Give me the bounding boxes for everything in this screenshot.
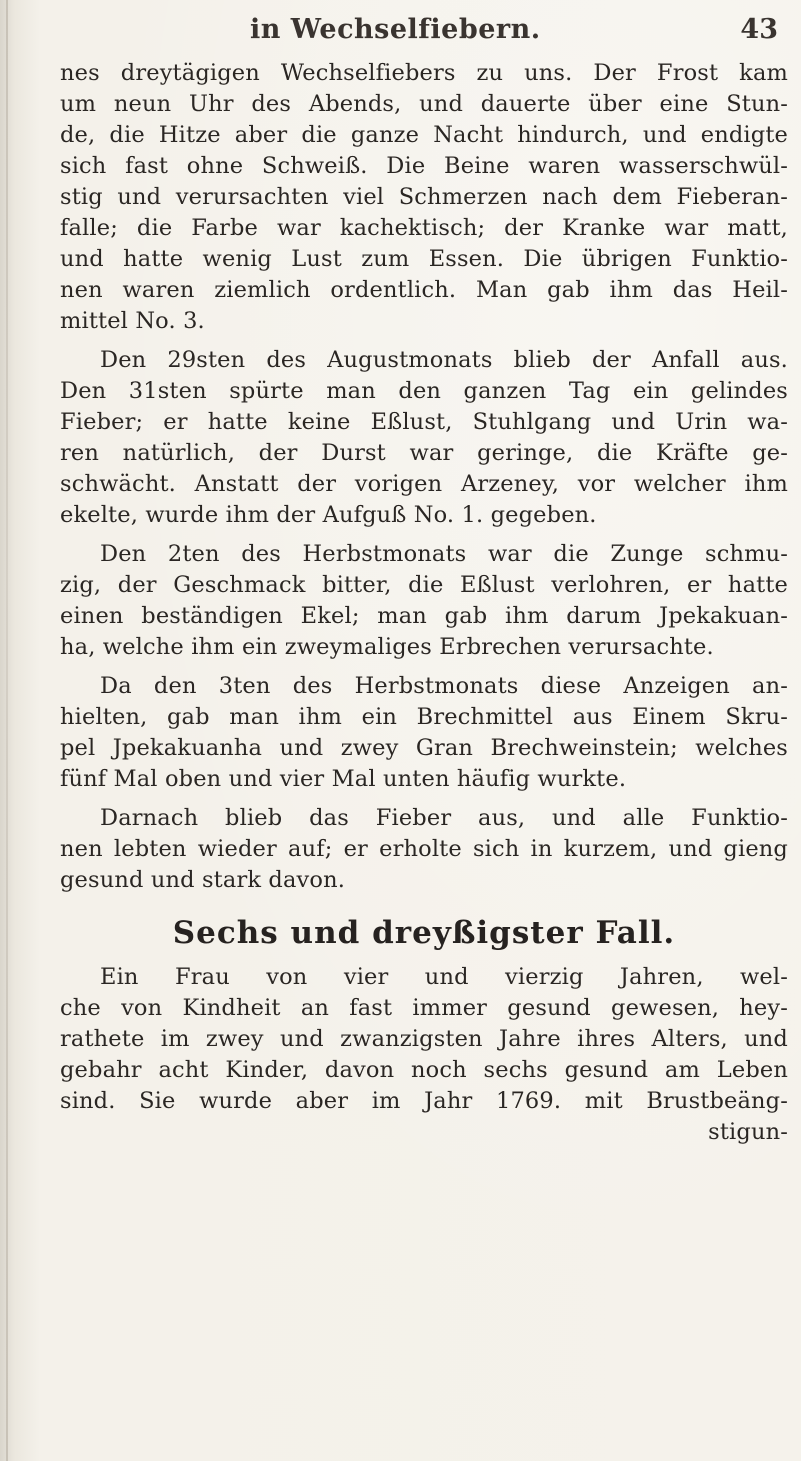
- text-line: hielten, gab man ihm ein Brechmittel aus Einem Skru-: [60, 704, 788, 730]
- text-line: nen waren ziemlich ordentlich. Man gab ihm das Heil-: [60, 277, 788, 303]
- paragraph-gap: [60, 896, 788, 904]
- text-line: zig, der Geschmack bitter, die Eßlust verlohren, er hatte: [60, 572, 788, 598]
- text-line: rathete im zwey und zwanzigsten Jahre ihres Alters, und: [60, 1026, 788, 1052]
- page-number: 43: [740, 14, 778, 45]
- text-line: Da den 3ten des Herbstmonats diese Anzeigen an-: [100, 673, 788, 699]
- text-line: Den 31sten spürte man den ganzen Tag ein gelindes: [60, 378, 788, 404]
- paragraph: [60, 345, 788, 531]
- text-line: Den 2ten des Herbstmonats war die Zunge schmu-: [100, 541, 788, 567]
- paragraph: [60, 803, 788, 896]
- text-line: stig und verursachten viel Schmerzen nach dem Fieberan-: [60, 184, 788, 210]
- text-line: nen lebten wieder auf; er erholte sich in kurzem, und gieng: [60, 836, 788, 862]
- text-line: ekelte, wurde ihm der Aufguß No. 1. gegeben.: [60, 502, 597, 528]
- text-line: gesund und stark davon.: [60, 867, 346, 893]
- text-line: schwächt. Anstatt der vorigen Arzeney, vor welcher ihm: [60, 471, 788, 497]
- paragraph-gap: [60, 663, 788, 671]
- paragraph: [60, 962, 788, 1148]
- text-line: gebahr acht Kinder, davon noch sechs gesund am Leben: [60, 1057, 788, 1083]
- text-line: che von Kindheit an fast immer gesund gewesen, hey-: [60, 995, 788, 1021]
- catchword: stigun-: [708, 1119, 788, 1145]
- text-line: Darnach blieb das Fieber aus, und alle Funktio-: [100, 805, 788, 831]
- paragraph-gap: [60, 531, 788, 539]
- paragraph-gap: [60, 337, 788, 345]
- page-gutter: [6, 0, 8, 1461]
- text-line: ren natürlich, der Durst war geringe, die Kräfte ge-: [60, 440, 788, 466]
- page-header: [60, 12, 780, 52]
- running-head: in Wechselfiebern.: [250, 14, 541, 45]
- text-line: um neun Uhr des Abends, und dauerte über eine Stun-: [60, 91, 788, 117]
- text-line: ha, welche ihm ein zweymaliges Erbrechen verursachte.: [60, 634, 714, 660]
- text-line: de, die Hitze aber die ganze Nacht hindurch, und endigte: [60, 122, 788, 148]
- paragraph: [60, 58, 788, 337]
- text-line: falle; die Farbe war kachektisch; der Kranke war matt,: [60, 215, 788, 241]
- section-heading: Sechs und dreyßigster Fall.: [172, 915, 676, 951]
- text-line: fünf Mal oben und vier Mal unten häufig wurkte.: [60, 766, 627, 792]
- text-line: Ein Frau von vier und vierzig Jahren, wel-: [100, 964, 788, 990]
- text-line: pel Jpekakuanha und zwey Gran Brechweinstein; welches: [60, 735, 788, 761]
- body-text: [60, 58, 788, 1148]
- text-line: einen beständigen Ekel; man gab ihm darum Jpekakuan-: [60, 603, 788, 629]
- text-line: Fieber; er hatte keine Eßlust, Stuhlgang und Urin wa-: [60, 409, 788, 435]
- paragraph: [60, 539, 788, 663]
- text-line: sich fast ohne Schweiß. Die Beine waren wasserschwül-: [60, 153, 788, 179]
- paragraph-gap: [60, 795, 788, 803]
- text-line: Den 29sten des Augustmonats blieb der Anfall aus.: [100, 347, 788, 373]
- text-line: nes dreytägigen Wechselfiebers zu uns. Der Frost kam: [60, 60, 788, 86]
- text-line: sind. Sie wurde aber im Jahr 1769. mit Brustbeäng-: [60, 1088, 788, 1114]
- text-line: mittel No. 3.: [60, 308, 205, 334]
- paragraph: [60, 671, 788, 795]
- text-line: und hatte wenig Lust zum Essen. Die übrigen Funktio-: [60, 246, 788, 272]
